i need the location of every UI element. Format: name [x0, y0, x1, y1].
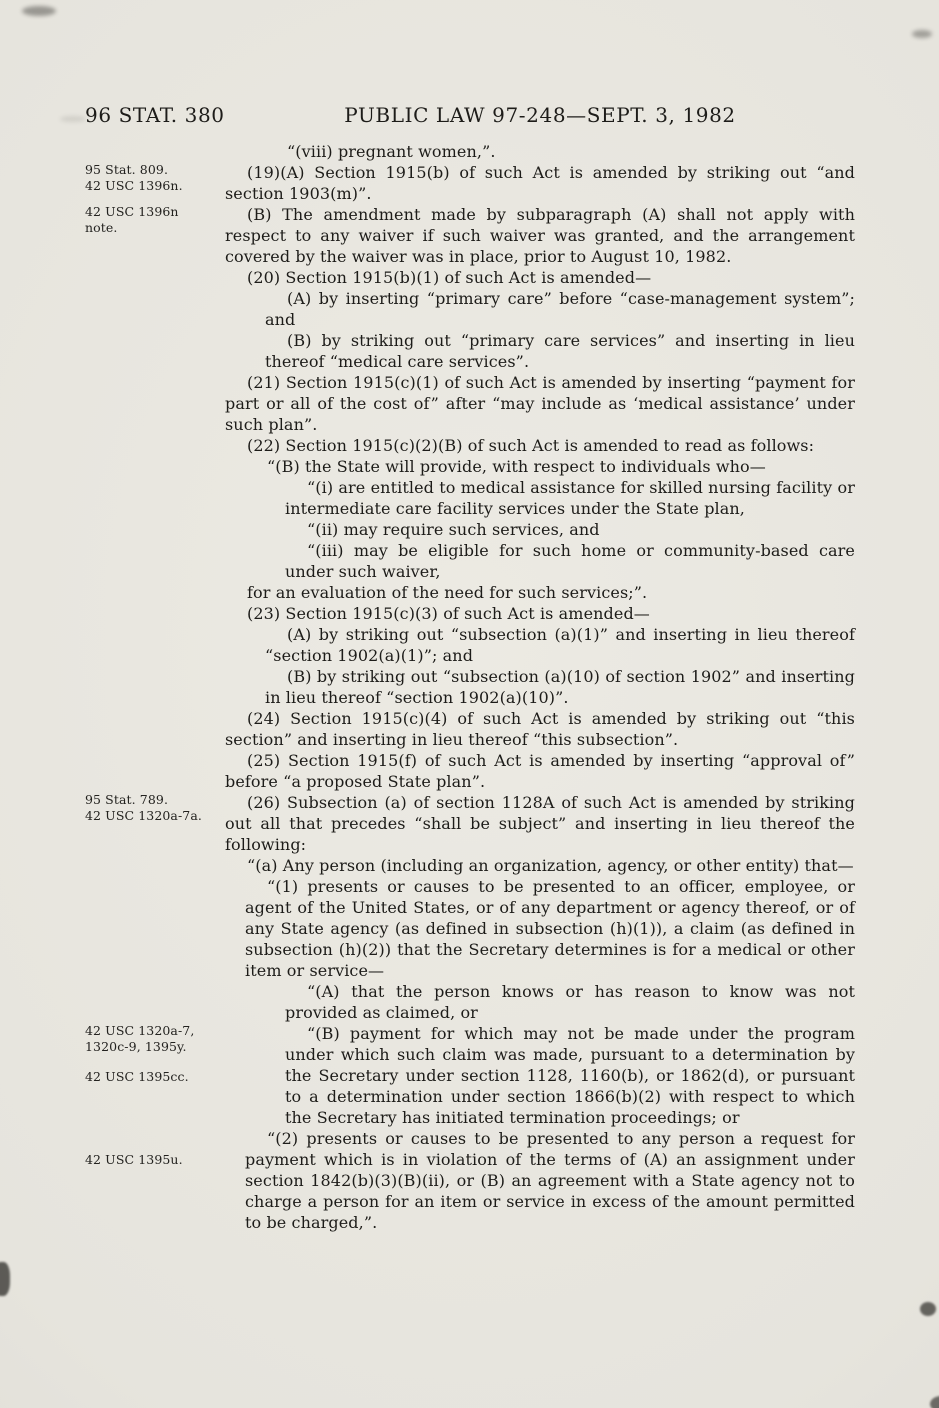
- margin-note: [85, 792, 217, 823]
- stat-page-number: 96 STAT. 380: [85, 103, 225, 127]
- scan-artifact: [920, 1302, 936, 1316]
- margin-note-line: 42 USC 1396n: [85, 204, 179, 219]
- statute-paragraph: “(ii) may require such services, and: [307, 520, 600, 539]
- statute-paragraph: “(B) the State will provide, with respect to individuals who—: [267, 457, 766, 476]
- statute-text-column: [85, 141, 855, 1233]
- public-law-title: PUBLIC LAW 97-248—SEPT. 3, 1982: [344, 103, 736, 127]
- statute-paragraph: “(a) Any person (including an organization, agency, or other entity) that—: [247, 856, 854, 875]
- scan-artifact: [912, 30, 932, 38]
- running-head: [0, 103, 939, 133]
- margin-note-line: 42 USC 1320a-7a.: [85, 807, 202, 823]
- statute-paragraph: (25) Section 1915(f) of such Act is amended by inserting “approval of” before “a proposed State plan”.: [225, 751, 855, 791]
- statute-paragraph: (24) Section 1915(c)(4) of such Act is amended by striking out “this section” and inserting in lieu thereof “this subsection”.: [225, 709, 855, 749]
- margin-note-line: 42 USC 1395u.: [85, 1152, 183, 1167]
- margin-note: [85, 1069, 217, 1085]
- statute-paragraph: (B) The amendment made by subparagraph (A) shall not apply with respect to any waiver if such waiver was granted, and the arrangement covered by the waiver was in place, prior to August 10, 1982. 42 USC 1396n note.: [85, 204, 855, 266]
- scan-artifact: [60, 116, 86, 122]
- statute-paragraph: (20) Section 1915(b)(1) of such Act is amended—: [247, 268, 652, 287]
- margin-note-line: 95 Stat. 789.: [85, 792, 169, 807]
- statute-paragraph: for an evaluation of the need for such services;”.: [247, 583, 648, 602]
- scan-artifact: [930, 1396, 939, 1408]
- statute-paragraph: “(i) are entitled to medical assistance for skilled nursing facility or intermediate care facility services under the State plan,: [285, 478, 855, 518]
- margin-note: [85, 1023, 217, 1054]
- statute-paragraph: “(iii) may be eligible for such home or community-based care under such waiver,: [285, 541, 855, 581]
- statute-paragraph: “(viii) pregnant women,”.: [287, 142, 496, 161]
- statute-paragraph: (22) Section 1915(c)(2)(B) of such Act is amended to read as follows:: [247, 436, 815, 455]
- margin-note: [85, 1152, 217, 1168]
- margin-note-line: note.: [85, 219, 118, 235]
- statute-paragraph: (B) by striking out “primary care services” and inserting in lieu thereof “medical care services”.: [265, 331, 855, 371]
- margin-note: [85, 162, 217, 193]
- margin-note-line: 42 USC 1396n.: [85, 177, 183, 193]
- margin-note-line: 1320c-9, 1395y.: [85, 1038, 187, 1054]
- statute-paragraph: (19)(A) Section 1915(b) of such Act is amended by striking out “and section 1903(m)”. 95 Stat. 809. 42 USC 1396n.: [85, 162, 855, 203]
- scan-artifact: [0, 1262, 10, 1296]
- statute-paragraph: “(B) payment for which may not be made under the program under which such claim was made, pursuant to a determination by the Secretary under section 1128, 1160(b), or 1862(d), or pursuant to a determination under section 1866(b)(2) with respect to which the Secretary has initiated termination proceedings; or 42 USC 1320a-7, 1320c-9, 1395y. 42 USC 1395cc.: [85, 1023, 855, 1127]
- statute-paragraph: (21) Section 1915(c)(1) of such Act is amended by inserting “payment for part or all of the cost of” after “may include as ‘medical assistance’ under such plan”.: [225, 373, 855, 434]
- margin-note: [85, 204, 217, 235]
- margin-note-line: 95 Stat. 809.: [85, 162, 169, 177]
- statute-paragraph: (26) Subsection (a) of section 1128A of such Act is amended by striking out all that precedes “shall be subject” and inserting in lieu thereof the following: 95 Stat. 789. 42 USC 1320a-7a.: [85, 792, 855, 854]
- statute-paragraph: “(A) that the person knows or has reason to know was not provided as claimed, or: [285, 982, 855, 1022]
- statute-paragraph: “(2) presents or causes to be presented to any person a request for payment which is in violation of the terms of (A) an assignment under section 1842(b)(3)(B)(ii), or (B) an agreement with a State agency not to charge a person for an item or service in excess of the amount permitted to be charged,”. 42 USC 1395u.: [85, 1129, 855, 1232]
- scan-artifact: [22, 6, 56, 16]
- statute-paragraph: (B) by striking out “subsection (a)(10) of section 1902” and inserting in lieu thereof “section 1902(a)(10)”.: [265, 667, 855, 707]
- statute-paragraph: (A) by striking out “subsection (a)(1)” and inserting in lieu thereof “section 1902(a)(1)”; and: [265, 625, 855, 665]
- margin-note-line: 42 USC 1395cc.: [85, 1069, 189, 1084]
- margin-note-line: 42 USC 1320a-7,: [85, 1023, 195, 1038]
- statute-paragraph: (23) Section 1915(c)(3) of such Act is amended—: [247, 604, 650, 623]
- statute-paragraph: “(1) presents or causes to be presented to an officer, employee, or agent of the United States, or of any department or agency thereof, or of any State agency (as defined in subsection (h)(1)), a claim (as defined in subsection (h)(2)) that the Secretary determines is for a medical or other item or service—: [245, 877, 855, 980]
- statute-paragraph: (A) by inserting “primary care” before “case-management system”; and: [265, 289, 855, 329]
